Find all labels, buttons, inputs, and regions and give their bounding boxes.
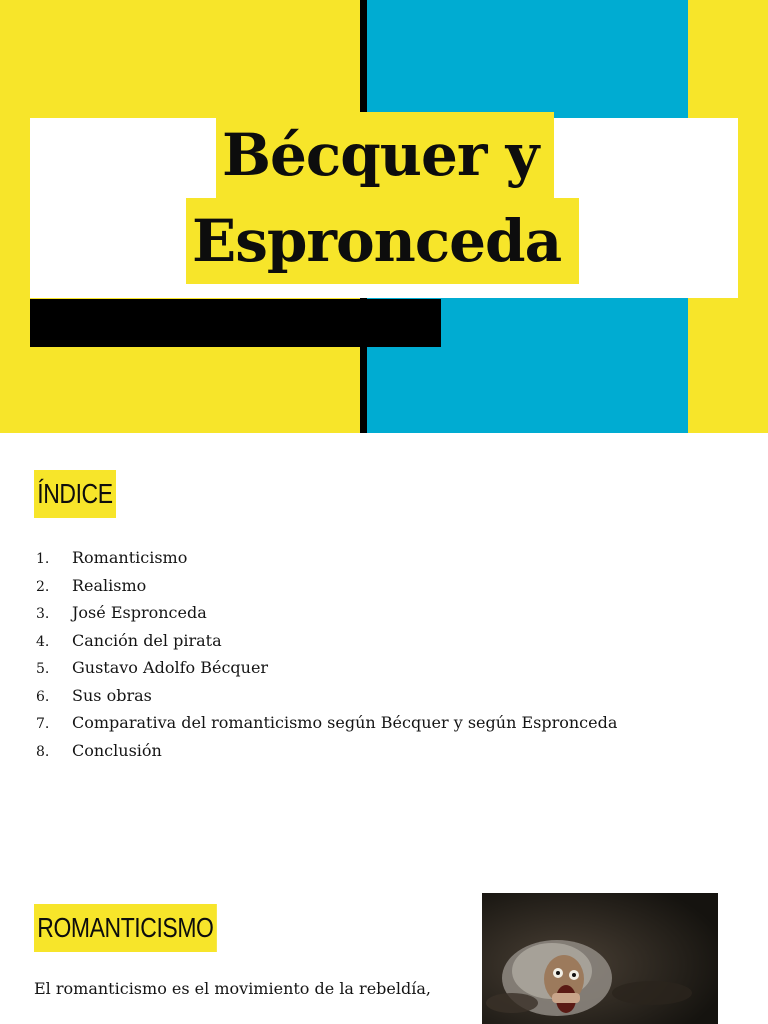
list-item-label: Romanticismo	[72, 548, 188, 567]
index-list	[36, 545, 617, 765]
list-item	[36, 655, 617, 683]
romanticismo-heading: ROMANTICISMO	[34, 904, 217, 952]
painting-illustration	[482, 893, 718, 1024]
list-item	[36, 600, 617, 628]
list-item-label: Conclusión	[72, 740, 162, 760]
painting-image	[482, 893, 718, 1024]
romanticismo-paragraph: El romanticismo es el movimiento de la rebeldía,	[34, 979, 431, 998]
black-bar	[30, 299, 441, 347]
title-slide	[0, 0, 768, 433]
list-item	[36, 573, 617, 601]
list-item-label: José Espronceda	[72, 603, 207, 622]
list-item-label: Realismo	[72, 575, 147, 595]
list-item	[36, 545, 617, 573]
index-heading: ÍNDICE	[34, 470, 116, 518]
list-item	[36, 683, 617, 711]
list-item-number: 5.	[36, 661, 50, 677]
index-slide	[0, 433, 768, 865]
romanticismo-slide	[0, 865, 768, 1024]
list-item	[36, 738, 617, 766]
list-item-number: 6.	[36, 688, 50, 705]
list-item-number: 4.	[36, 633, 50, 650]
list-item-number: 8.	[36, 743, 50, 760]
list-item-number: 7.	[36, 716, 50, 732]
list-item-label: Sus obras	[72, 685, 152, 705]
list-item	[36, 628, 617, 656]
list-item-label: Gustavo Adolfo Bécquer	[72, 658, 269, 677]
list-item-number: 1.	[36, 551, 50, 567]
title-line-2: Espronceda	[186, 198, 579, 284]
list-item-label: Comparativa del romanticismo según Bécquer y según Espronceda	[72, 713, 618, 732]
list-item-number: 2.	[36, 578, 50, 595]
list-item-label: Canción del pirata	[72, 630, 222, 650]
title-line-1: Bécquer y	[216, 112, 554, 198]
list-item	[36, 710, 617, 738]
list-item-number: 3.	[36, 606, 50, 622]
